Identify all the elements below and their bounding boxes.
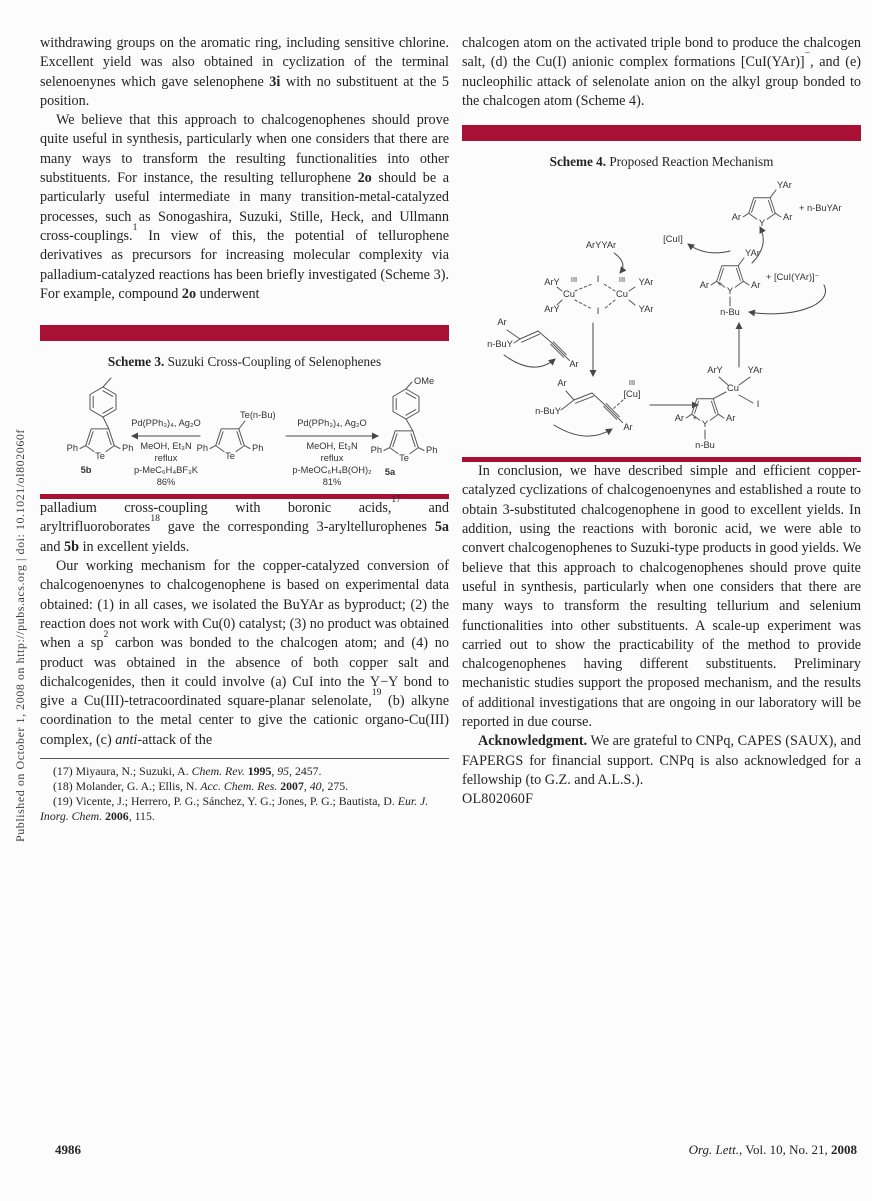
anion-label: + [CuI(YAr)]⁻: [766, 272, 820, 283]
right-column: [462, 34, 861, 810]
right-reaction-arrow: [286, 418, 378, 487]
curved-arrow: [614, 253, 623, 273]
ar-label: Ar: [731, 212, 741, 223]
ph-label: Ph: [196, 443, 208, 454]
paragraph: Our working mechanism for the copper-catalyzed conversion of chalcogenoenynes to chalcogenophene is based on experimental data obtained: (1) in all cases, we isolated the BuYAr as byproduct; (2) the reaction does not work with Cu(0) catalyst; (3) no product was obtained when a $sp^2$ carbon was bonded to the chalcogen atom; and (4) no product was obtained in the absence of both copper salt and dichalcogenides, then it could involve (a) CuI into the Y−Y bond to give a Cu(III)-tetracoordinated square-planar selenolate,$^{19}$ (b) alkyne coordination to the metal center to give the cationic organo-Cu(III) complex, (c) anti-attack of the: [40, 558, 449, 748]
iodide-label: I: [756, 399, 760, 410]
footnote-19: (19) Vicente, J.; Herrero, P. G.; Sánchez, Y. G.; Jones, P. G.; Bautista, D. Eur. J. Inorg. Chem. 2006, 115.: [40, 794, 429, 824]
paragraph: In conclusion, we have described simple and efficient copper-catalyzed cyclizations of chalcogenoenynes and established a route to obtain 3-substituted chalcogenophene in good to excellent yields. In addition, using the reactions with boronic acid, we were able to convert chalcogenophenes to Suzuki-type products in good yields. We believe that this approach to chalcogenophenes should prove quite useful in synthesis, particularly when one considers that there are many ways to transform the resulting tellurium and selenium functionalities into other substituents. A scale-up experiment was carried out to show the practicability of the method to provide chalcogenophenes having different substituents. Preliminary mechanistic studies support the proposed mechanism, and the results of additional investigations that are ongoing in our laboratory will be reported in due course.: [462, 463, 861, 731]
structure-5b: [67, 378, 134, 475]
ar-label: Ar: [726, 413, 736, 424]
oxidation-state-label: III: [628, 378, 636, 388]
footnotes: [40, 758, 449, 824]
plus-charge: +: [717, 279, 723, 289]
y-label: Y: [726, 286, 734, 297]
y-label: Y: [758, 218, 766, 229]
curved-arrow: [688, 244, 730, 253]
yar-label: YAr: [745, 248, 760, 259]
ar-label: Ar: [497, 317, 507, 328]
compound-label-5a: 5a: [384, 467, 396, 478]
footnote-18: (18) Molander, G. A.; Ellis, N. Acc. Chem. Res. 2007, 40, 275.: [53, 779, 349, 794]
structure-substrate: [197, 410, 276, 463]
paragraph: palladium cross-coupling with boronic acids,$^{17}$ and aryltrifluoroborates$^{18}$ gave the corresponding 3-aryltellurophenes 5a and 5b in excellent yields.: [40, 494, 449, 555]
ome-label: OMe: [414, 376, 435, 387]
paragraph: chalcogen atom on the activated triple bond to produce the chalcogen salt, (d) the Cu(I) anionic complex formations [CuI(YAr)]−, and (e) nucleophilic attack of selenolate anion on the alkyl group bonded to the chalcogen atom (Scheme 4).: [462, 35, 861, 109]
nbuy-label: n-BuY: [535, 406, 561, 417]
cation-ring: [700, 248, 820, 317]
curved-arrow: [749, 285, 825, 314]
acknowledgment: Acknowledgment. We are grateful to CNPq, CAPES (SAUX), and FAPERGS for financial support. CNPq is also acknowledged for a fellowship (to G.Z. and A.L.S.).: [462, 733, 861, 788]
ar-label: Ar: [751, 280, 761, 291]
conditions: reflux: [320, 453, 344, 464]
copper-dimer: [544, 274, 653, 316]
cu-label: [Cu]: [623, 389, 641, 400]
left-reaction-arrow: [131, 418, 201, 487]
conditions: MeOH, Et₃N: [140, 441, 192, 452]
copper-ring-complex: [675, 365, 763, 450]
paragraph: We believe that this approach to chalcogenophenes should prove quite useful in synthesis, particularly when one considers that there are many ways to transform the resulting functionalities into other substituents. For instance, the resulting tellurophene 2o should be a particularly useful intermediate in many transition-metal-catalyzed processes, such as Sonogashira, Suzuki, Stille, Heck, and Ullmann cross-couplings.$^1$ In view of this, the potential of tellurophene derivatives as precursors for increasing molecular complexity via palladium-catalyzed reactions has been briefly investigated (Scheme 3). For example, compound 2o underwent: [40, 112, 449, 302]
scheme-3-title: Scheme 3. Suzuki Cross-Coupling of Selenophenes: [107, 354, 382, 370]
plus-charge: +: [692, 413, 698, 423]
iodide-label: I: [596, 274, 600, 285]
enyne-copper: [535, 378, 640, 436]
scheme-4-top-rule: [462, 125, 861, 141]
scheme-3-top-rule: [40, 325, 449, 341]
enyne: [487, 317, 579, 369]
ar-label: Ar: [674, 413, 684, 424]
conditions: p-MeOC₆H₄B(OH)₂: [292, 465, 372, 476]
ary-label: ArY: [544, 277, 560, 288]
ar-label: Ar: [783, 212, 793, 223]
ary-label: ArY: [544, 304, 560, 315]
yar-label: YAr: [638, 277, 654, 288]
page-number: 4986: [55, 1142, 81, 1157]
scheme-3: [40, 325, 449, 499]
ph-label: Ph: [252, 443, 264, 454]
byproduct-label: + n-BuYAr: [799, 203, 842, 214]
ph-label: Ph: [370, 445, 382, 456]
ar-label: Ar: [569, 359, 579, 370]
oxidation-state-label: III: [570, 275, 578, 285]
cui-label: [CuI]: [663, 234, 683, 245]
scheme-4: [462, 125, 861, 462]
scheme-3-figure: [40, 373, 449, 494]
yar-label: YAr: [747, 365, 763, 376]
te-label: Te: [399, 453, 409, 464]
ar-label: Ar: [623, 422, 633, 433]
curved-arrow: [554, 425, 612, 436]
yar-label: YAr: [638, 304, 654, 315]
nbuy-label: n-BuY: [487, 339, 513, 350]
conditions: MeOH, Et₃N: [306, 441, 358, 452]
ary-label: ArY: [707, 365, 723, 376]
ar-label: Ar: [699, 280, 709, 291]
yar-label: YAr: [777, 180, 792, 191]
sidebar-publication-info: Published on October 1, 2008 on http://pubs.acs.org | doi: 10.1021/ol802060f: [13, 429, 27, 842]
page-footer: [55, 1142, 857, 1158]
curved-arrow: [504, 355, 555, 367]
yield-label: 81%: [322, 477, 342, 488]
nbu-label: n-Bu: [720, 307, 740, 318]
conditions: reflux: [154, 453, 178, 464]
te-nbu-label: Te(n-Bu): [240, 410, 276, 421]
conditions: Pd(PPh₃)₄, Ag₂O: [131, 418, 201, 429]
scheme-4-title: Scheme 4. Proposed Reaction Mechanism: [549, 154, 774, 170]
ph-label: Ph: [122, 443, 134, 454]
footnote-17: (17) Miyaura, N.; Suzuki, A. Chem. Rev. 1995, 95, 2457.: [53, 764, 322, 779]
manuscript-id: OL802060F: [462, 791, 534, 808]
cu-label: Cu: [563, 289, 575, 300]
scheme-4-figure: [462, 173, 861, 457]
oxidation-state-label: III: [618, 275, 626, 285]
y-label: Y: [701, 419, 709, 430]
conditions: Pd(PPh₃)₄, Ag₂O: [297, 418, 367, 429]
te-label: Te: [225, 451, 235, 462]
yield-label: 86%: [156, 477, 176, 488]
ph-label: Ph: [66, 443, 78, 454]
nbu-label: n-Bu: [695, 440, 715, 451]
cu-label: Cu: [616, 289, 628, 300]
journal-citation: Org. Lett., Vol. 10, No. 21, 2008: [688, 1142, 857, 1157]
aryyar-label: ArYYAr: [585, 240, 617, 251]
product-ring: [732, 180, 842, 229]
ar-label: Ar: [557, 378, 567, 389]
te-label: Te: [95, 451, 105, 462]
conditions: p-MeC₆H₄BF₃K: [133, 465, 199, 476]
cu-label: Cu: [727, 383, 739, 394]
compound-label-5b: 5b: [80, 465, 92, 476]
ph-label: Ph: [426, 445, 438, 456]
paragraph: withdrawing groups on the aromatic ring, including sensitive chlorine. Excellent yield was also obtained in cyclization of the terminal selenoenynes which gave selenophene 3i with no substituent at the 5 position.: [40, 35, 450, 109]
structure-5a: [371, 376, 438, 477]
iodide-label: I: [596, 306, 600, 317]
left-column: [40, 34, 449, 824]
